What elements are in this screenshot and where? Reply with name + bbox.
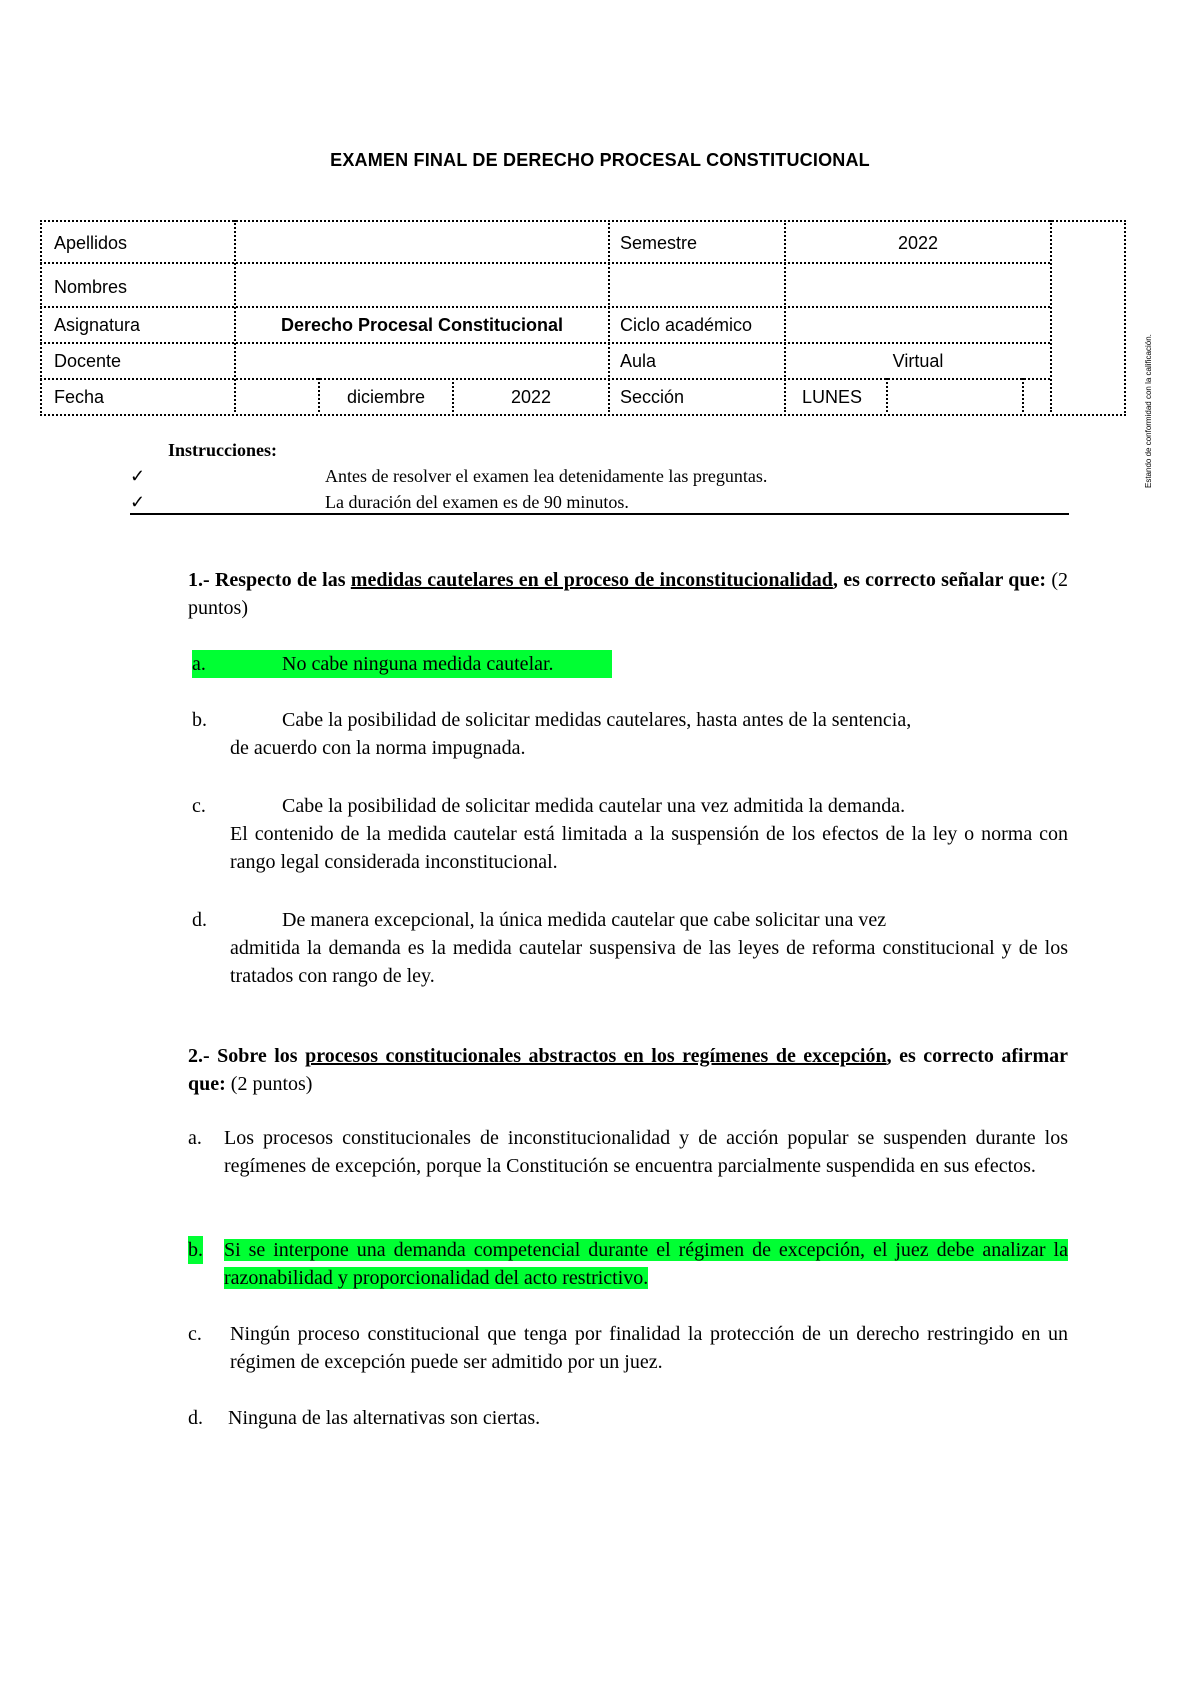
option-text-rest: El contenido de la medida cautelar está limitada a la suspensión de los efectos de la ley o norma con rango legal considerada inconstitucional. bbox=[230, 823, 1068, 873]
question-1-points: (2 puntos) bbox=[188, 569, 1068, 619]
q1-option-b[interactable] bbox=[192, 706, 1068, 762]
option-text-rest: admitida la demanda es la medida cautelar suspensiva de las leyes de reforma constitucional y de los tratados con rango de ley. bbox=[230, 937, 1068, 987]
exam-title: EXAMEN FINAL DE DERECHO PROCESAL CONSTITUCIONAL bbox=[330, 150, 870, 170]
semestre-value: 2022 bbox=[897, 233, 939, 253]
option-letter: c. bbox=[192, 795, 206, 817]
fecha-label: Fecha bbox=[54, 387, 105, 407]
instruction-text: La duración del examen es de 90 minutos. bbox=[325, 492, 629, 512]
asignatura-label: Asignatura bbox=[54, 315, 141, 335]
checkmark-icon: ✓ bbox=[130, 492, 146, 512]
option-text-first: De manera excepcional, la única medida cautelar que cabe solicitar una vez bbox=[282, 909, 887, 931]
option-letter: a. bbox=[192, 653, 206, 675]
row-divider bbox=[40, 378, 1050, 380]
question-2-prefix: 2.- Sobre los bbox=[188, 1045, 306, 1067]
seccion-label: Sección bbox=[620, 387, 685, 407]
nombres-label: Nombres bbox=[54, 277, 128, 297]
question-2-suffix: , es correcto afirmar que: bbox=[188, 1045, 1069, 1095]
instructions-heading: Instrucciones: bbox=[168, 440, 277, 460]
option-letter: d. bbox=[192, 909, 207, 931]
col-divider bbox=[1022, 378, 1024, 412]
q1-option-c[interactable] bbox=[192, 792, 1068, 876]
student-info-table bbox=[40, 220, 1126, 416]
question-1-suffix: , es correcto señalar que: bbox=[832, 569, 1047, 591]
instruction-text: Antes de resolver el examen lea detenidamente las preguntas. bbox=[325, 466, 768, 486]
question-1 bbox=[188, 566, 1068, 622]
asignatura-value: Derecho Procesal Constitucional bbox=[280, 315, 564, 335]
row-divider bbox=[40, 342, 1050, 344]
option-text: Si se interpone una demanda competencial durante el régimen de excepción, el juez debe analizar la razonabilidad y proporcionalidad del acto restrictivo. bbox=[224, 1239, 1068, 1289]
ciclo-label: Ciclo académico bbox=[620, 315, 753, 335]
instructions-divider bbox=[130, 513, 1069, 515]
col-divider bbox=[608, 220, 610, 412]
option-text: Los procesos constitucionales de inconstitucionalidad y de acción popular se suspenden durante los regímenes de excepción, porque la Constitución se encuentra parcialmente suspendida en sus efectos. bbox=[224, 1127, 1068, 1177]
option-text: Ninguna de las alternativas son ciertas. bbox=[228, 1407, 541, 1429]
docente-label: Docente bbox=[54, 351, 122, 371]
conformity-note: Estando de conformidad con la calificación. bbox=[1144, 334, 1153, 488]
col-divider bbox=[1050, 220, 1052, 412]
semestre-label: Semestre bbox=[620, 233, 698, 253]
question-1-prefix: 1.- Respecto de las bbox=[188, 569, 351, 591]
aula-label: Aula bbox=[620, 351, 657, 371]
option-letter: a. bbox=[188, 1127, 202, 1149]
row-divider bbox=[40, 262, 1050, 264]
option-letter: d. bbox=[188, 1407, 203, 1429]
col-divider bbox=[886, 378, 888, 412]
option-text: No cabe ninguna medida cautelar. bbox=[282, 653, 554, 675]
checkmark-icon: ✓ bbox=[130, 466, 146, 486]
fecha-mes: diciembre bbox=[346, 387, 426, 407]
option-letter: c. bbox=[188, 1323, 202, 1345]
option-text-rest: de acuerdo con la norma impugnada. bbox=[230, 737, 526, 759]
question-2-topic: procesos constitucionales abstractos en los regímenes de excepción bbox=[305, 1045, 887, 1067]
apellidos-label: Apellidos bbox=[54, 233, 128, 253]
row-divider bbox=[40, 306, 1050, 308]
question-1-topic: medidas cautelares en el proceso de inconstitucionalidad bbox=[350, 569, 833, 591]
option-text: Ningún proceso constitucional que tenga por finalidad la protección de un derecho restringido en un régimen de excepción puede ser admitido por un juez. bbox=[230, 1323, 1068, 1373]
fecha-anio: 2022 bbox=[510, 387, 552, 407]
q2-option-b[interactable] bbox=[188, 1236, 1068, 1292]
q1-option-d[interactable] bbox=[192, 906, 1068, 990]
q2-option-c[interactable] bbox=[188, 1320, 1068, 1376]
seccion-value: LUNES bbox=[802, 387, 863, 407]
q2-option-d[interactable] bbox=[188, 1404, 1068, 1432]
q1-option-a[interactable] bbox=[192, 650, 612, 678]
aula-value: Virtual bbox=[892, 351, 944, 371]
question-2-points: (2 puntos) bbox=[225, 1073, 313, 1095]
option-text-first: Cabe la posibilidad de solicitar medidas cautelares, hasta antes de la sentencia, bbox=[282, 709, 912, 731]
question-2 bbox=[188, 1042, 1068, 1098]
option-letter: b. bbox=[188, 1236, 203, 1264]
option-text-first: Cabe la posibilidad de solicitar medida cautelar una vez admitida la demanda. bbox=[282, 795, 906, 817]
option-letter: b. bbox=[192, 709, 207, 731]
q2-option-a[interactable] bbox=[188, 1124, 1068, 1180]
